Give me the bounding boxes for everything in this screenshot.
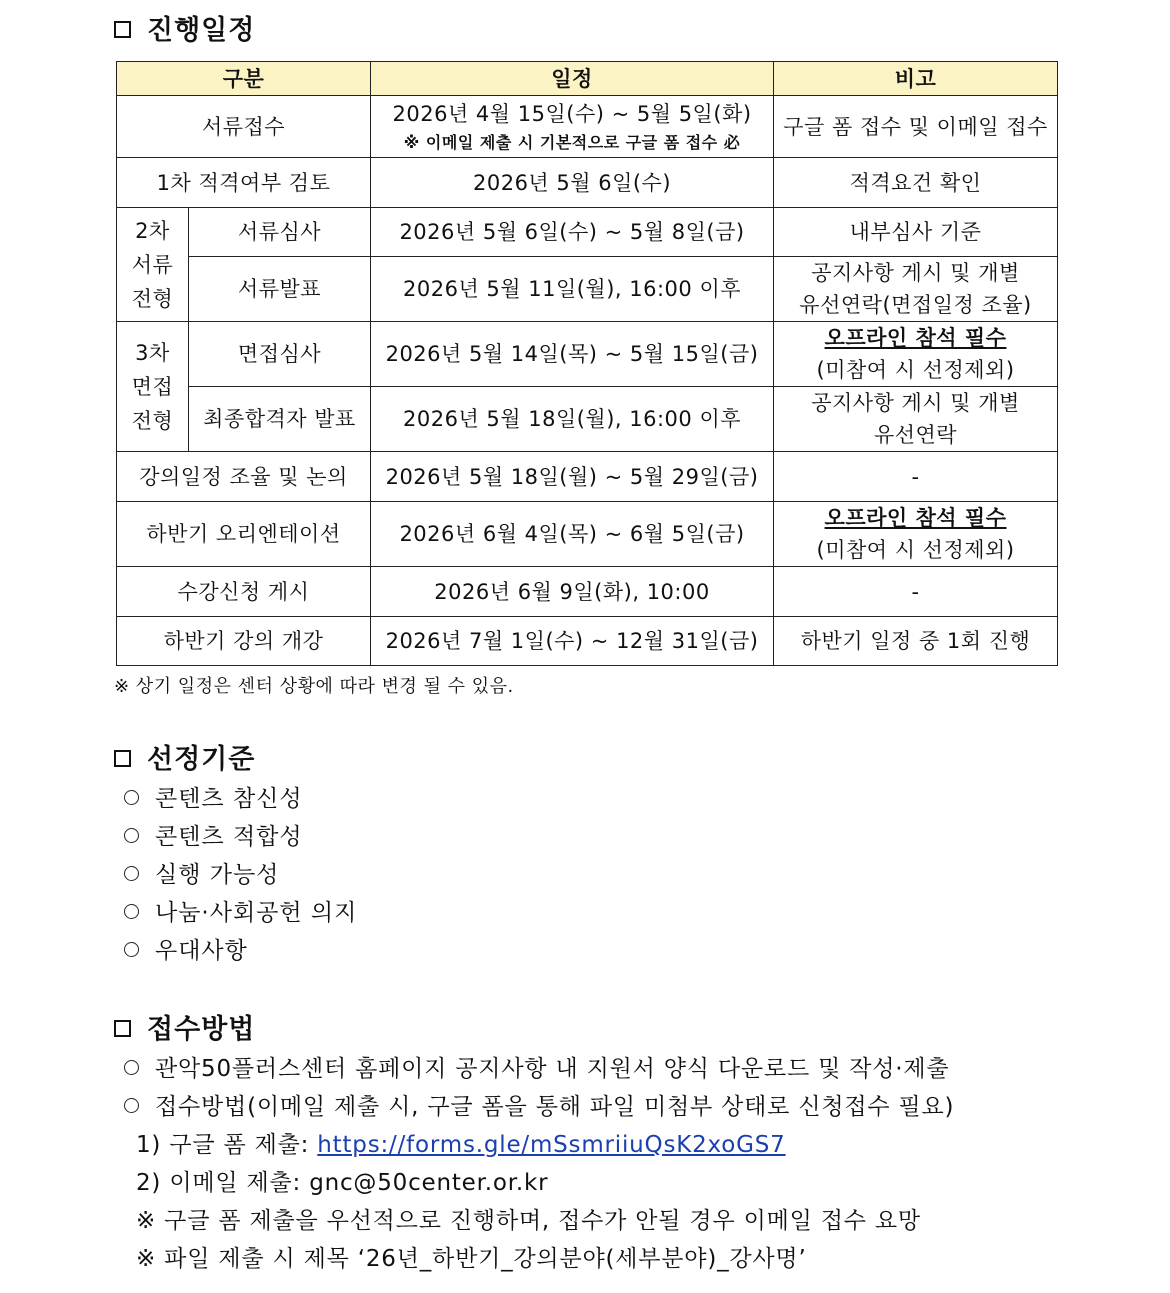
method-section-title: 접수방법 [114, 1007, 255, 1046]
google-form-link[interactable]: https://forms.gle/mSsmriiuQsK2xoGS7 [317, 1132, 786, 1158]
table-row [117, 452, 1058, 502]
checkbox-square-icon [114, 1020, 131, 1037]
header-date: 일정 [371, 62, 774, 96]
method-note: ※ 구글 폼 제출을 우선적으로 진행하며, 접수가 안될 경우 이메일 접수 요망 [136, 1208, 921, 1234]
row-date: 2026년 4월 15일(수) ~ 5월 5일(화) ※ 이메일 제출 시 기본적으로 구글 폼 접수 必 [371, 96, 774, 158]
row-date: 2026년 5월 6일(수) [371, 158, 774, 208]
row-remark: 공지사항 게시 및 개별 유선연락(면접일정 조율) [774, 257, 1058, 322]
schedule-note: ※ 상기 일정은 센터 상황에 따라 변경 될 수 있음. [114, 676, 514, 697]
circle-bullet-icon [124, 904, 139, 919]
list-item: 콘텐츠 적합성 [124, 818, 357, 856]
row-category: 수강신청 게시 [117, 567, 371, 617]
table-row [117, 257, 1058, 322]
method-line: 접수방법(이메일 제출 시, 구글 폼을 통해 파일 미첨부 상태로 신청접수 필요) [124, 1088, 954, 1126]
header-remark: 비고 [774, 62, 1058, 96]
list-item: 실행 가능성 [124, 856, 357, 894]
row-date: 2026년 7월 1일(수) ~ 12월 31일(금) [371, 617, 774, 666]
table-row [117, 617, 1058, 666]
table-row [117, 96, 1058, 158]
header-category: 구분 [117, 62, 371, 96]
circle-bullet-icon [124, 866, 139, 881]
method-note: ※ 파일 제출 시 제목 ‘26년_하반기_강의분야(세부분야)_강사명’ [136, 1246, 807, 1272]
table-row [117, 567, 1058, 617]
row-date: 2026년 5월 6일(수) ~ 5월 8일(금) [371, 208, 774, 257]
checkbox-square-icon [114, 21, 131, 38]
list-item: 우대사항 [124, 932, 357, 970]
list-item: 나눔·사회공헌 의지 [124, 894, 357, 932]
row-remark: 하반기 일정 중 1회 진행 [774, 617, 1058, 666]
row-category: 최종합격자 발표 [189, 387, 371, 452]
row-remark: 구글 폼 접수 및 이메일 접수 [774, 96, 1058, 158]
criteria-list [124, 780, 357, 970]
circle-bullet-icon [124, 790, 139, 805]
row-date: 2026년 6월 9일(화), 10:00 [371, 567, 774, 617]
row-remark: 오프라인 참석 필수 (미참여 시 선정제외) [774, 322, 1058, 387]
email-address: gnc@50center.or.kr [309, 1170, 549, 1196]
row-category: 서류접수 [117, 96, 371, 158]
method-line: 관악50플러스센터 홈페이지 공지사항 내 지원서 양식 다운로드 및 작성·제출 [124, 1050, 954, 1088]
row-date-note: ※ 이메일 제출 시 기본적으로 구글 폼 접수 必 [403, 132, 741, 152]
table-row [117, 158, 1058, 208]
row-remark: - [774, 567, 1058, 617]
group-label: 3차 면접 전형 [117, 322, 189, 452]
google-form-line: 1) 구글 폼 제출: https://forms.gle/mSsmriiuQsK2xoGS7 [136, 1132, 786, 1158]
row-category: 면접심사 [189, 322, 371, 387]
table-row [117, 208, 1058, 257]
list-item: 콘텐츠 참신성 [124, 780, 357, 818]
row-remark: - [774, 452, 1058, 502]
table-row [117, 502, 1058, 567]
row-date: 2026년 5월 18일(월), 16:00 이후 [371, 387, 774, 452]
criteria-section-title: 선정기준 [114, 737, 255, 776]
schedule-table [116, 61, 1058, 666]
row-category: 하반기 강의 개강 [117, 617, 371, 666]
row-date: 2026년 5월 14일(목) ~ 5월 15일(금) [371, 322, 774, 387]
table-header-row [117, 62, 1058, 96]
row-category: 하반기 오리엔테이션 [117, 502, 371, 567]
schedule-section-title: 진행일정 [114, 8, 255, 47]
row-remark: 공지사항 게시 및 개별 유선연락 [774, 387, 1058, 452]
row-remark: 적격요건 확인 [774, 158, 1058, 208]
row-category: 1차 적격여부 검토 [117, 158, 371, 208]
row-category: 서류심사 [189, 208, 371, 257]
row-remark: 오프라인 참석 필수 (미참여 시 선정제외) [774, 502, 1058, 567]
row-category: 서류발표 [189, 257, 371, 322]
group-label: 2차 서류 전형 [117, 208, 189, 322]
circle-bullet-icon [124, 828, 139, 843]
circle-bullet-icon [124, 1098, 139, 1113]
email-line: 2) 이메일 제출: gnc@50center.or.kr [136, 1170, 549, 1196]
table-row [117, 387, 1058, 452]
row-date: 2026년 6월 4일(목) ~ 6월 5일(금) [371, 502, 774, 567]
method-content [124, 1050, 954, 1278]
circle-bullet-icon [124, 1060, 139, 1075]
circle-bullet-icon [124, 942, 139, 957]
table-row [117, 322, 1058, 387]
checkbox-square-icon [114, 750, 131, 767]
row-category: 강의일정 조율 및 논의 [117, 452, 371, 502]
row-date: 2026년 5월 11일(월), 16:00 이후 [371, 257, 774, 322]
row-date: 2026년 5월 18일(월) ~ 5월 29일(금) [371, 452, 774, 502]
row-remark: 내부심사 기준 [774, 208, 1058, 257]
